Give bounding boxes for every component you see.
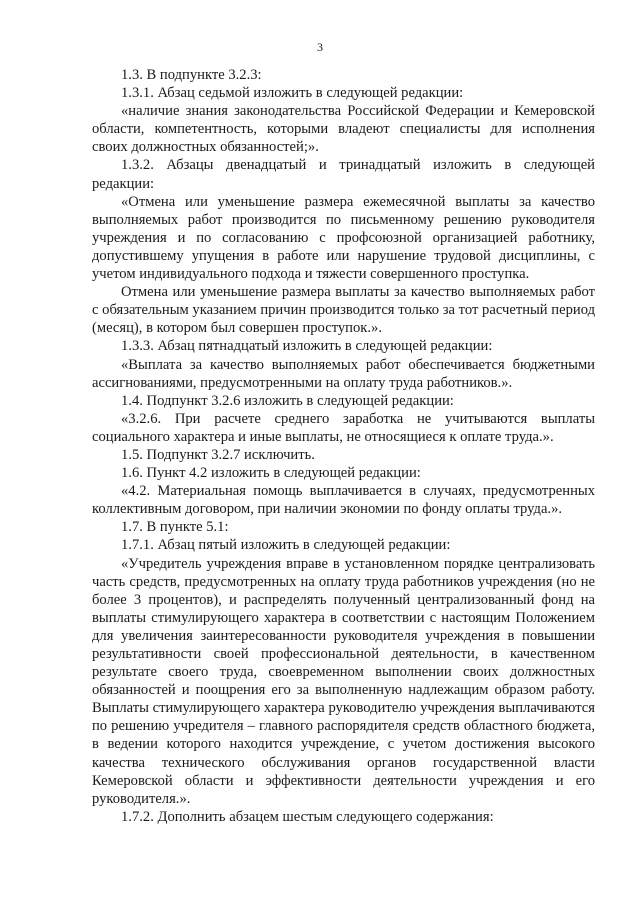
paragraph-1-4: 1.4. Подпункт 3.2.6 изложить в следующей редакции: [121, 392, 454, 409]
paragraph-1-3-2: 1.3.2. Абзацы двенадцатый и тринадцатый изложить в следующей редакции: [92, 157, 595, 192]
document-body [92, 66, 595, 826]
paragraph-1-7-1: 1.7.1. Абзац пятый изложить в следующей редакции: [121, 537, 451, 554]
paragraph-1-6: 1.6. Пункт 4.2 изложить в следующей редакции: [121, 465, 421, 482]
paragraph-1-7: 1.7. В пункте 5.1: [121, 519, 229, 536]
paragraph-1-5: 1.5. Подпункт 3.2.7 исключить. [121, 446, 315, 463]
quote-paragraph-5: «Учредитель учреждения вправе в установленном порядке централизовать часть средств, предусмотренных на оплату труда работников учреждения (но не более 3 процентов), и распределять полученный централизованный фонд на выплаты стимулирующего характера в соответствии с настоящим Положением для увеличения заинтересованности руководителя учреждения в повышении результативности своей профессиональной деятельности, в качественном результате своего труда, своевременном выполнении своих должностных обязанностей и поощрения его за выполненную надлежащим образом работу. Выплаты стимулирующего характера руководителю учреждения выплачиваются по решению учредителя – главного распорядителя средств областного бюджета, в ведении которого находится учреждение, с учетом достижения высокого качества технического обслуживания органов государственной власти Кемеровской области и эффективности деятельности учреждения и его руководителя.». [92, 555, 595, 807]
quote-paragraph-7: «наличие знания законодательства Российской Федерации и Кемеровской области, компетентность, которыми владеют специалисты для исполнения своих должностных обязанностей;». [92, 103, 595, 156]
quote-subitem-3-2-6: «3.2.6. При расчете среднего заработка не учитываются выплаты социального характера и иные выплаты, не относящиеся к оплате труда.». [92, 410, 595, 445]
quote-paragraph-12: «Отмена или уменьшение размера ежемесячной выплаты за качество выполняемых работ производится по письменному решению руководителя учреждения и по согласованию с профсоюзной организацией работнику, допустившему упущения в работе или нарушение трудовой дисциплины, с учетом индивидуального подхода и тяжести совершенного проступка. [92, 193, 595, 283]
quote-paragraph-15: «Выплата за качество выполняемых работ обеспечивается бюджетными ассигнованиями, предусмотренными на оплату труда работников.». [92, 356, 595, 391]
page-number: 3 [317, 40, 323, 54]
paragraph-1-3: 1.3. В подпункте 3.2.3: [121, 67, 262, 83]
paragraph-1-3-3: 1.3.3. Абзац пятнадцатый изложить в следующей редакции: [121, 338, 493, 355]
paragraph-1-3-1: 1.3.1. Абзац седьмой изложить в следующей редакции: [121, 85, 464, 102]
quote-item-4-2: «4.2. Материальная помощь выплачивается в случаях, предусмотренных коллективным договором, при наличии экономии по фонду оплаты труда.». [92, 483, 595, 518]
paragraph-1-7-2: 1.7.2. Дополнить абзацем шестым следующего содержания: [121, 808, 494, 825]
quote-paragraph-13: Отмена или уменьшение размера выплаты за качество выполняемых работ с обязательным указанием причин производится только за тот расчетный период (месяц), в котором был совершен проступок.». [92, 284, 595, 337]
